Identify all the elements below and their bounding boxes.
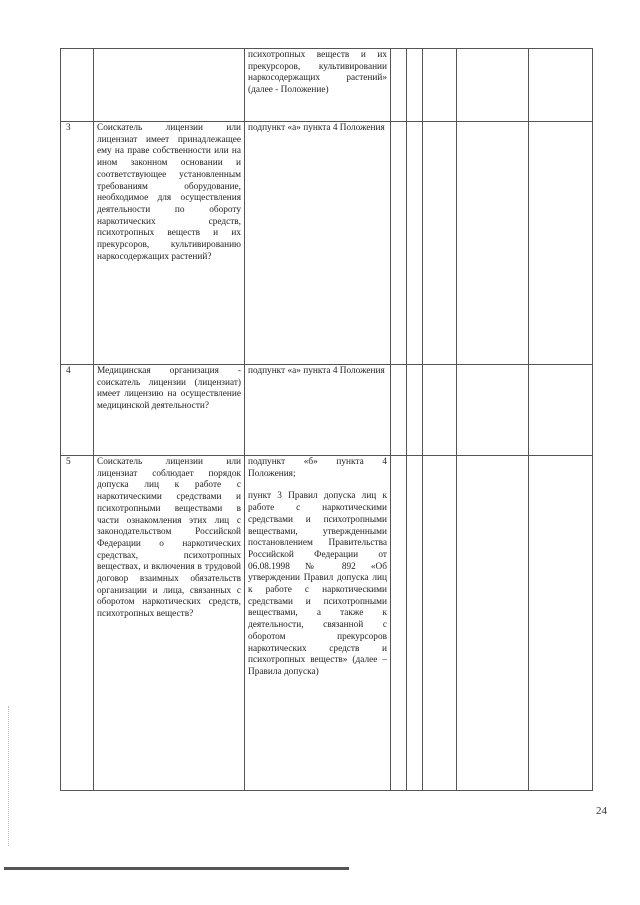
note-cell	[457, 49, 529, 122]
row-number: 5	[61, 456, 94, 791]
checklist-table	[60, 48, 593, 791]
row-number	[61, 49, 94, 122]
note-cell	[457, 365, 529, 456]
row-number: 4	[61, 365, 94, 456]
not-applicable-cell	[423, 122, 457, 365]
yes-cell	[391, 49, 407, 122]
yes-cell	[391, 456, 407, 791]
no-cell	[407, 122, 423, 365]
legal-reference-part: подпункт «б» пункта 4 Положения;	[248, 457, 387, 479]
comment-cell	[529, 365, 593, 456]
page-number: 24	[596, 805, 607, 817]
requirement-question: Соискатель лицензии или лицензиат соблюдает порядок допуска лиц к работе с наркотическими средствами и психотропными веществами в части ознакомления этих лиц с законодательством Российской Федерации о наркотических средствах, психотропных веществах, и включения в трудовой договор взаимных обязательств организации и лица, связанных с оборотом наркотических средств, психотропных веществ?	[94, 456, 245, 791]
legal-reference: психотропных веществ и их прекурсоров, культивировании наркосодержащих растений» (далее - Положение)	[245, 49, 391, 122]
requirement-question: Медицинская организация - соискатель лицензии (лицензиат) имеет лицензию на осуществление медицинской деятельности?	[94, 365, 245, 456]
scan-margin-artifact	[8, 706, 10, 846]
comment-cell	[529, 456, 593, 791]
table-row	[61, 365, 593, 456]
not-applicable-cell	[423, 49, 457, 122]
note-cell	[457, 456, 529, 791]
no-cell	[407, 365, 423, 456]
legal-reference: подпункт «а» пункта 4 Положения	[245, 122, 391, 365]
comment-cell	[529, 49, 593, 122]
legal-reference	[245, 456, 391, 791]
requirement-question	[94, 49, 245, 122]
legal-reference: подпункт «а» пункта 4 Положения	[245, 365, 391, 456]
row-number: 3	[61, 122, 94, 365]
yes-cell	[391, 365, 407, 456]
table-row	[61, 122, 593, 365]
comment-cell	[529, 122, 593, 365]
requirement-question: Соискатель лицензии или лицензиат имеет принадлежащее ему на праве собственности или на ином законном основании и соответствующее установленным требованиям оборудование, необходимое для осуществления деятельности по обороту наркотических средств, психотропных веществ и их прекурсоров, культивированию наркосодержащих растений?	[94, 122, 245, 365]
table-row	[61, 49, 593, 122]
footer-rule	[4, 867, 349, 870]
note-cell	[457, 122, 529, 365]
table-row	[61, 456, 593, 791]
legal-reference-part: пункт 3 Правил допуска лиц к работе с наркотическими средствами и психотропными веществами, утвержденными постановлением Правительства Российской Федерации от 06.08.1998 № 892 «Об утверждении Правил допуска лиц к работе с наркотическими средствами и психотропными веществами, а также к деятельности, связанной с оборотом прекурсоров наркотических средств и психотропных веществ» (далее – Правила допуска)	[248, 491, 387, 677]
no-cell	[407, 456, 423, 791]
yes-cell	[391, 122, 407, 365]
not-applicable-cell	[423, 365, 457, 456]
not-applicable-cell	[423, 456, 457, 791]
no-cell	[407, 49, 423, 122]
